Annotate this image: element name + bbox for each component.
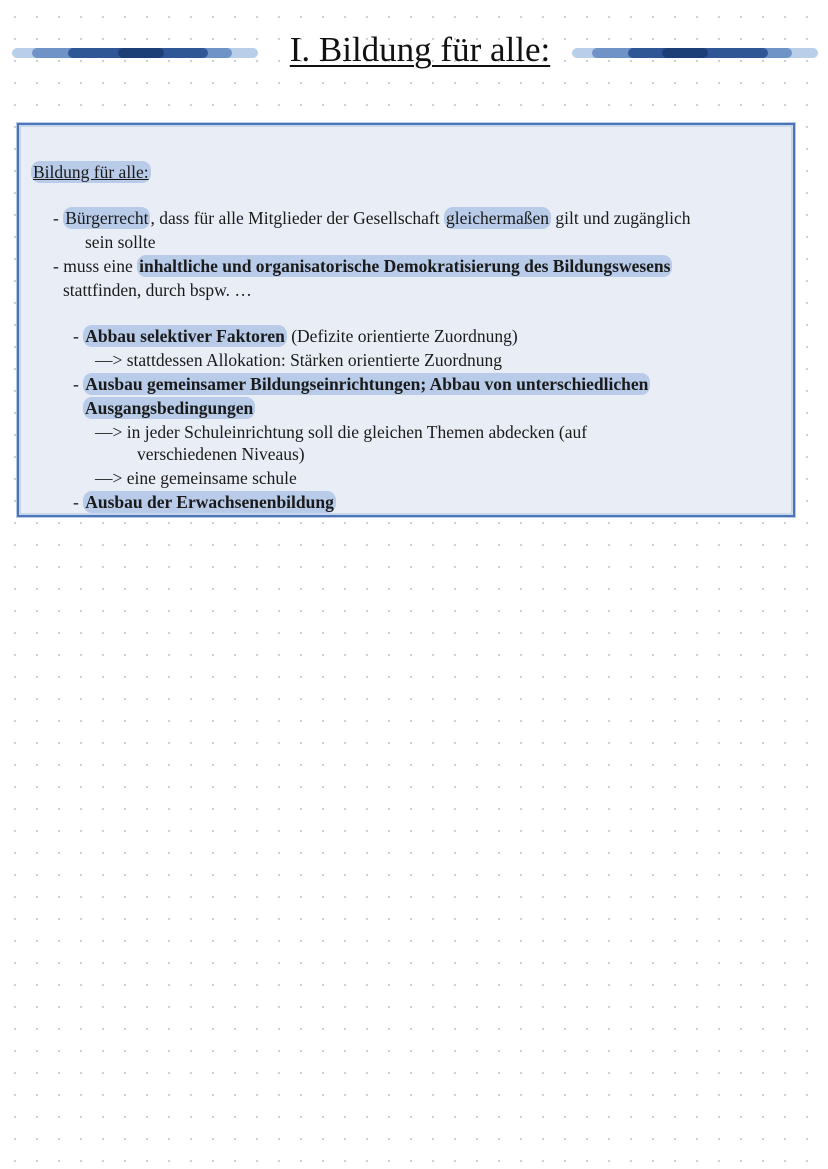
sub-bullet-2 [73, 373, 650, 395]
highlight-term: gleichermaßen [445, 208, 549, 228]
content-box [17, 123, 795, 517]
bullet-text: , dass für alle Mitglieder der Gesellschaft [150, 208, 444, 228]
bold-highlight: Ausbau gemeinsamer Bildungseinrichtungen; Abbau von unterschiedlichen [85, 374, 649, 394]
bullet-2-continuation: stattfinden, durch bspw. … [63, 280, 252, 300]
box-heading [31, 161, 151, 183]
sub-bullet-3 [73, 491, 336, 513]
bold-highlight: Ausgangsbedingungen [85, 398, 254, 418]
bullet-1 [53, 207, 691, 229]
decorative-bar-left [12, 48, 258, 58]
bold-highlight: Abbau selektiver Faktoren [85, 326, 285, 346]
bullet-dash: - [73, 326, 84, 346]
bullet-text: (Defizite orientierte Zuordnung) [286, 326, 518, 346]
arrow-line: —> in jeder Schuleinrichtung soll die gleichen Themen abdecken (auf [95, 422, 588, 442]
bullet-text: gilt und zugänglich [551, 208, 691, 228]
bullet-dash: - [73, 374, 84, 394]
arrow-line: —> stattdessen Allokation: Stärken orientierte Zuordnung [95, 350, 502, 370]
box-heading-text: Bildung für alle: [33, 162, 149, 182]
sub-bullet-1 [73, 325, 518, 347]
bullet-text: - muss eine [53, 256, 138, 276]
arrow-line-continuation: verschiedenen Niveaus) [137, 444, 305, 464]
decorative-bar-right [572, 48, 818, 58]
bullet-1-continuation: sein sollte [85, 232, 156, 252]
bullet-dash: - [53, 208, 64, 228]
highlight-term: Bürgerrecht [65, 208, 149, 228]
title-row [0, 28, 828, 78]
bullet-2 [53, 255, 672, 277]
bold-highlight: Ausbau der Erwachsenenbildung [85, 492, 334, 512]
bold-highlight: inhaltliche und organisatorische Demokratisierung des Bildungswesens [139, 256, 671, 276]
deco-bar-darkest [662, 48, 708, 58]
sub-bullet-2-continuation [83, 397, 255, 419]
page-title: I. Bildung für alle: [289, 30, 551, 69]
bullet-dash: - [73, 492, 84, 512]
deco-bar-darkest [118, 48, 164, 58]
arrow-line: —> eine gemeinsame schule [95, 468, 297, 488]
